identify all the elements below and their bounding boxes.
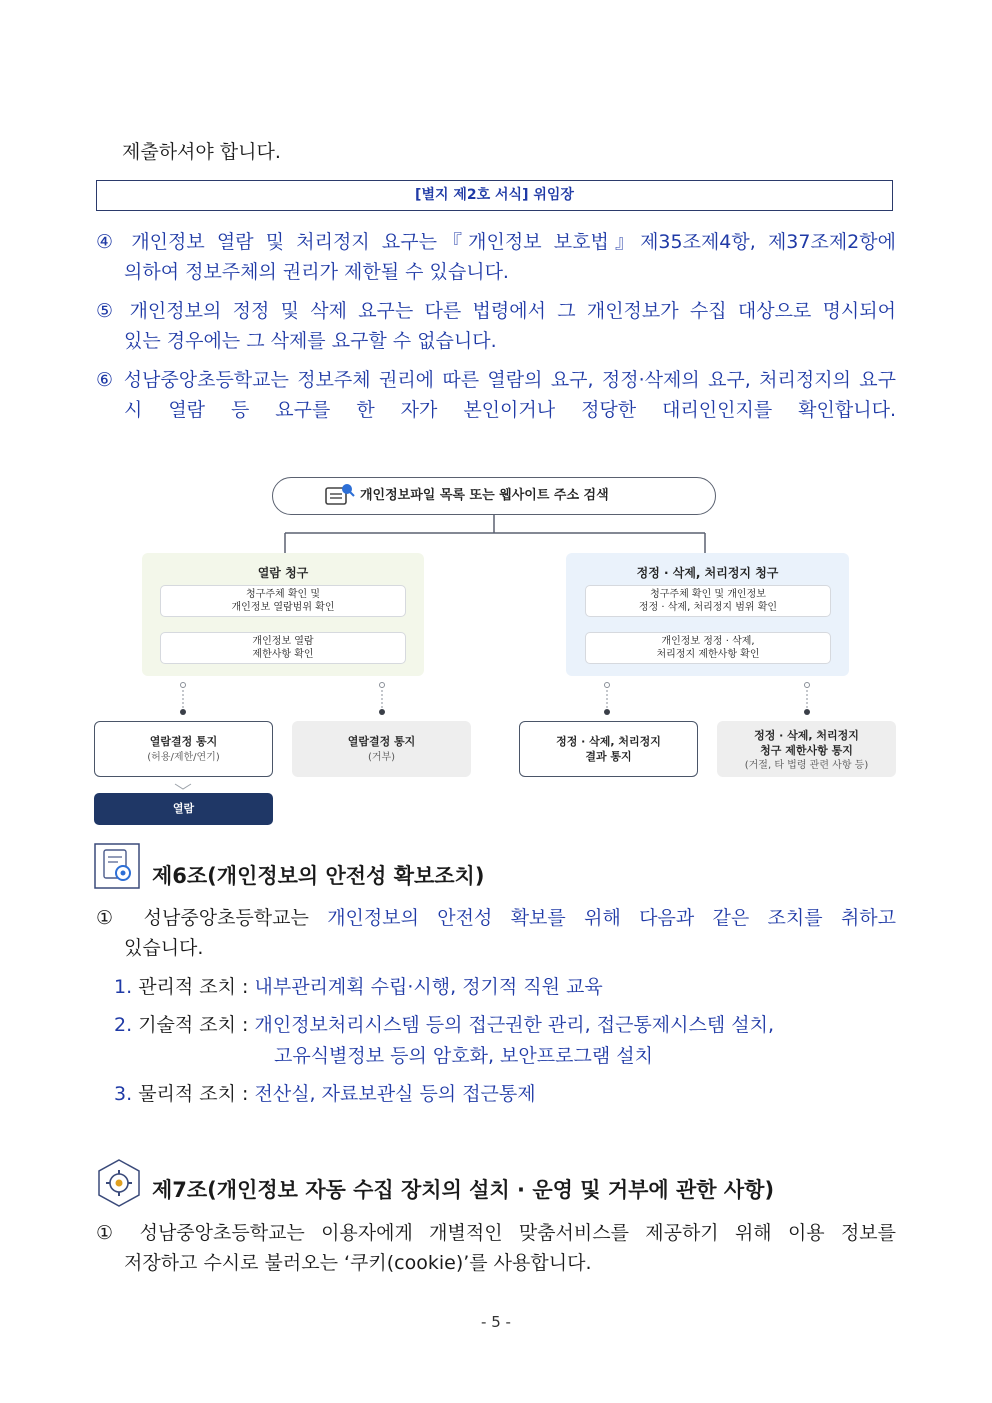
item-6-line1: ⑥ 성남중앙초등학교는 정보주체 권리에 따른 열람의 요구, 정정·삭제의 요구, 처리정지의 요구 [96,369,896,391]
form-reference-box: [별지 제2호 서식] 위임장 [96,180,893,211]
item-5-line1: ⑤ 개인정보의 정정 및 삭제 요구는 다른 법령에서 그 개인정보가 수집 대상으로 명시되어 [96,300,896,322]
result-correction [519,721,698,777]
continuation-text: 제출하셔야 합니다. [122,141,281,163]
search-step-label: 개인정보파일 목록 또는 웹사이트 주소 검색 [360,488,609,503]
result-correction-limit-l1: 정정 · 삭제, 처리정지 [754,729,859,742]
result-correction-limit-l3: (거절, 타 법령 관련 사항 등) [744,760,869,771]
measure-2: 2. 기술적 조치 : 개인정보처리시스템 등의 접근권한 관리, 접근통제시스템 설치, [114,1014,774,1036]
access-step-2-line1: 개인정보 열람 [252,636,314,647]
final-access-label: 열람 [172,802,195,815]
result-access-granted-l1: 열람결정 통지 [149,735,218,748]
cookie-gear-icon [96,1158,142,1208]
item-4-line1: ④ 개인정보 열람 및 처리정지 요구는『개인정보 보호법』제35조제4항, 제37조제2항에 [96,231,896,253]
security-settings-icon [94,843,140,889]
access-step-2-line2: 제한사항 확인 [252,649,314,660]
item-6-line2: 시 열람 등 요구를 한 자가 본인이거나 정당한 대리인인지를 확인합니다. [124,399,896,421]
result-access-granted [94,721,273,777]
article-6-para-1-line2: 있습니다. [124,937,204,959]
article-7-para-1-line2: 저장하고 수시로 불러오는 ‘쿠키(cookie)’를 사용합니다. [124,1252,592,1274]
correction-step-1-line1: 청구주체 확인 및 개인정보 [650,589,766,600]
correction-request-title: 정정 · 삭제, 처리정지 청구 [636,566,779,580]
article-7-para-1-line1: ① 성남중앙초등학교는 이용자에게 개별적인 맞춤서비스를 제공하기 위해 이용 정보를 [96,1222,897,1244]
measure-2-line2: 고유식별정보 등의 암호화, 보안프로그램 설치 [274,1045,653,1067]
correction-step-1-line2: 정정 · 삭제, 처리정지 범위 확인 [638,602,778,613]
correction-step-2-line2: 처리정지 제한사항 확인 [656,649,760,660]
result-correction-l1: 정정 · 삭제, 처리정지 [556,735,661,748]
result-correction-limit-l2: 청구 제한사항 통지 [760,744,853,757]
item-4-line2: 의하여 정보주체의 권리가 제한될 수 있습니다. [124,261,509,283]
page-number: - 5 - [481,1313,511,1331]
article-7-para-1 [96,1218,896,1278]
article-6-para-1 [96,903,896,963]
result-access-denied-l1: 열람결정 통지 [347,735,416,748]
access-step-1-line1: 청구주체 확인 및 [246,589,320,600]
result-access-denied-l2: (거부) [367,752,396,763]
access-step-1-line2: 개인정보 열람범위 확인 [231,602,335,613]
article-6-title: 제6조(개인정보의 안전성 확보조치) [152,864,485,888]
document-search-icon [324,482,356,508]
result-correction-l2: 결과 통지 [585,750,632,763]
measure-1: 1. 관리적 조치 : 내부관리계획 수립·시행, 정기적 직원 교육 [114,976,603,998]
access-request-title: 열람 청구 [257,566,309,580]
article-7-title: 제7조(개인정보 자동 수집 장치의 설치 · 운영 및 거부에 관한 사항) [152,1178,775,1202]
article-6-para-1-line1: ① 성남중앙초등학교는 개인정보의 안전성 확보를 위해 다음과 같은 조치를 취하고 [96,907,897,929]
correction-step-2-line1: 개인정보 정정 · 삭제, [661,636,755,647]
result-access-denied [292,721,471,777]
item-5-line2: 있는 경우에는 그 삭제를 요구할 수 없습니다. [124,330,497,352]
measure-3: 3. 물리적 조치 : 전산실, 자료보관실 등의 접근통제 [114,1083,536,1105]
result-access-granted-l2: (허용/제한/연기) [147,752,220,763]
